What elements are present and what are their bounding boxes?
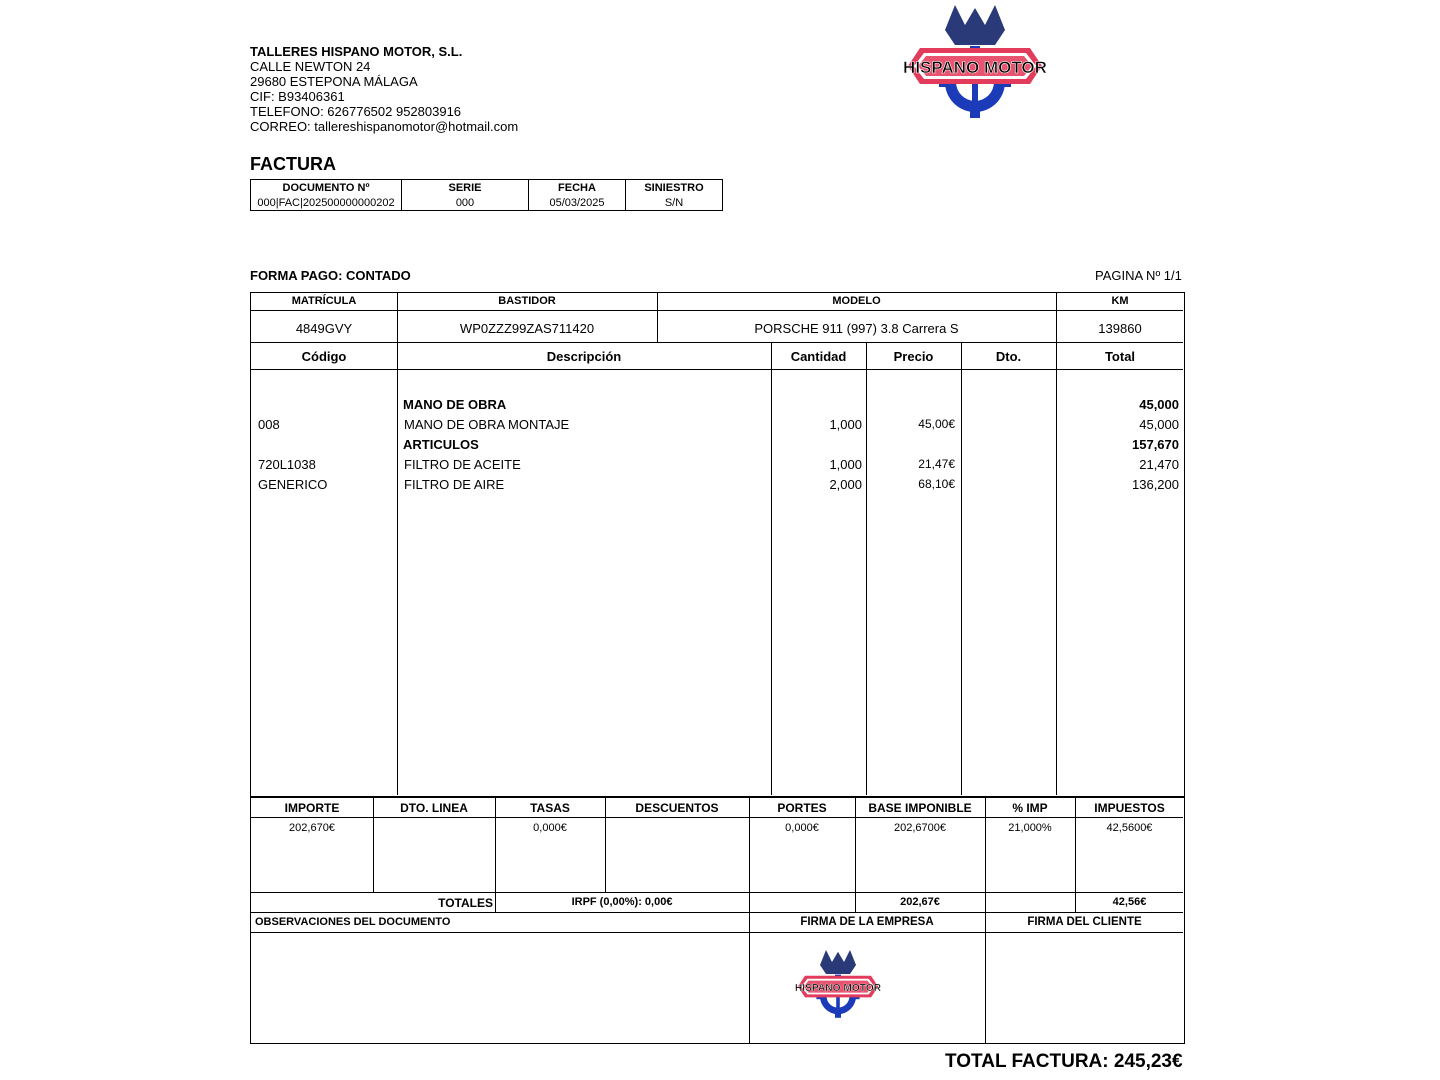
line-desc: FILTRO DE AIRE [404,477,505,492]
payment-method: FORMA PAGO: CONTADO [250,268,411,283]
doc-header-siniestro: SINIESTRO [626,180,723,196]
doc-header-number: DOCUMENTO Nº [251,180,402,196]
vehicle-header-modelo: MODELO [832,295,881,307]
company-cif: CIF: B93406361 [250,89,345,104]
summary-header-dto-linea: DTO. LINEA [400,801,468,815]
line-code: GENERICO [258,477,328,492]
summary-header-descuentos: DESCUENTOS [635,801,719,815]
line-total: 45,000 [1139,417,1179,432]
page-number: PAGINA Nº 1/1 [1095,268,1182,283]
irpf: IRPF (0,00%): 0,00€ [571,896,673,908]
summary-box [250,797,1185,1044]
line-total: 157,670 [1132,437,1179,452]
firma-cliente-label: FIRMA DEL CLIENTE [1027,916,1142,928]
line-qty: 1,000 [829,457,862,472]
col-header-precio: Precio [893,349,934,364]
company-logo [900,0,1050,120]
summary-header-impuestos: IMPUESTOS [1094,801,1165,815]
summary-imp-pct: 21,000% [1008,822,1052,834]
summary-tasas: 0,000€ [533,822,567,834]
line-total: 136,200 [1132,477,1179,492]
col-header-total: Total [1104,349,1136,364]
summary-header-tasas: TASAS [530,801,570,815]
doc-header-fecha: FECHA [529,180,626,196]
doc-header-serie: SERIE [402,180,529,196]
svg-text:HISPANO MOTOR: HISPANO MOTOR [903,58,1047,77]
company-email: CORREO: tallereshispanomotor@hotmail.com [250,119,519,134]
company-address: CALLE NEWTON 24 [250,59,371,74]
company-city: 29680 ESTEPONA MÁLAGA [250,74,418,89]
line-code: 720L1038 [258,457,316,472]
line-code: 008 [258,417,280,432]
doc-number: 000|FAC|202500000000202 [251,195,402,211]
company-phone: TELEFONO: 626776502 952803916 [250,104,462,119]
line-qty: 2,000 [829,477,862,492]
vehicle-modelo: PORSCHE 911 (997) 3.8 Carrera S [754,321,959,336]
invoice-lines-box [250,292,1185,797]
vehicle-header-km: KM [1111,295,1129,307]
company-stamp [793,945,883,1021]
summary-base: 202,6700€ [894,822,946,834]
observaciones-label: OBSERVACIONES DEL DOCUMENTO [255,916,451,928]
impuestos-total: 42,56€ [1112,896,1147,908]
col-header-descripcion: Descripción [546,349,622,364]
base-total: 202,67€ [900,896,940,908]
doc-fecha: 05/03/2025 [529,195,626,211]
summary-header-base: BASE IMPONIBLE [868,801,972,815]
col-header-dto: Dto. [995,349,1022,364]
company-info [250,44,518,134]
line-desc: MANO DE OBRA MONTAJE [404,417,570,432]
vehicle-bastidor: WP0ZZZ99ZAS711420 [459,321,595,336]
vehicle-matricula: 4849GVY [295,321,353,336]
line-desc: FILTRO DE ACEITE [404,457,521,472]
summary-header-portes: PORTES [777,801,827,815]
line-qty: 1,000 [829,417,862,432]
line-total: 45,000 [1139,397,1179,412]
summary-importe: 202,670€ [289,822,335,834]
line-desc: ARTICULOS [403,437,479,452]
vehicle-header-bastidor: BASTIDOR [498,295,556,307]
line-price: 45,00€ [918,417,955,431]
summary-header-importe: IMPORTE [284,801,340,815]
col-header-codigo: Código [301,349,347,364]
doc-siniestro: S/N [626,195,723,211]
company-name: TALLERES HISPANO MOTOR, S.L. [250,44,463,59]
total-factura: TOTAL FACTURA: 245,23€ [945,1051,1183,1072]
line-price: 68,10€ [918,477,955,491]
summary-portes: 0,000€ [785,822,819,834]
vehicle-header-matricula: MATRÍCULA [291,295,357,307]
totales-label: TOTALES [438,896,493,910]
line-price: 21,47€ [918,457,955,471]
summary-header-imp-pct: % IMP [1012,801,1048,815]
col-header-cantidad: Cantidad [790,349,847,364]
line-total: 21,470 [1139,457,1179,472]
firma-empresa-label: FIRMA DE LA EMPRESA [800,916,934,928]
svg-text:HISPANO MOTOR: HISPANO MOTOR [794,982,882,994]
summary-impuestos: 42,5600€ [1106,822,1153,834]
line-desc: MANO DE OBRA [403,397,507,412]
document-info-table [250,179,723,211]
invoice-title: FACTURA [250,154,336,174]
vehicle-km: 139860 [1098,321,1142,336]
doc-serie: 000 [402,195,529,211]
